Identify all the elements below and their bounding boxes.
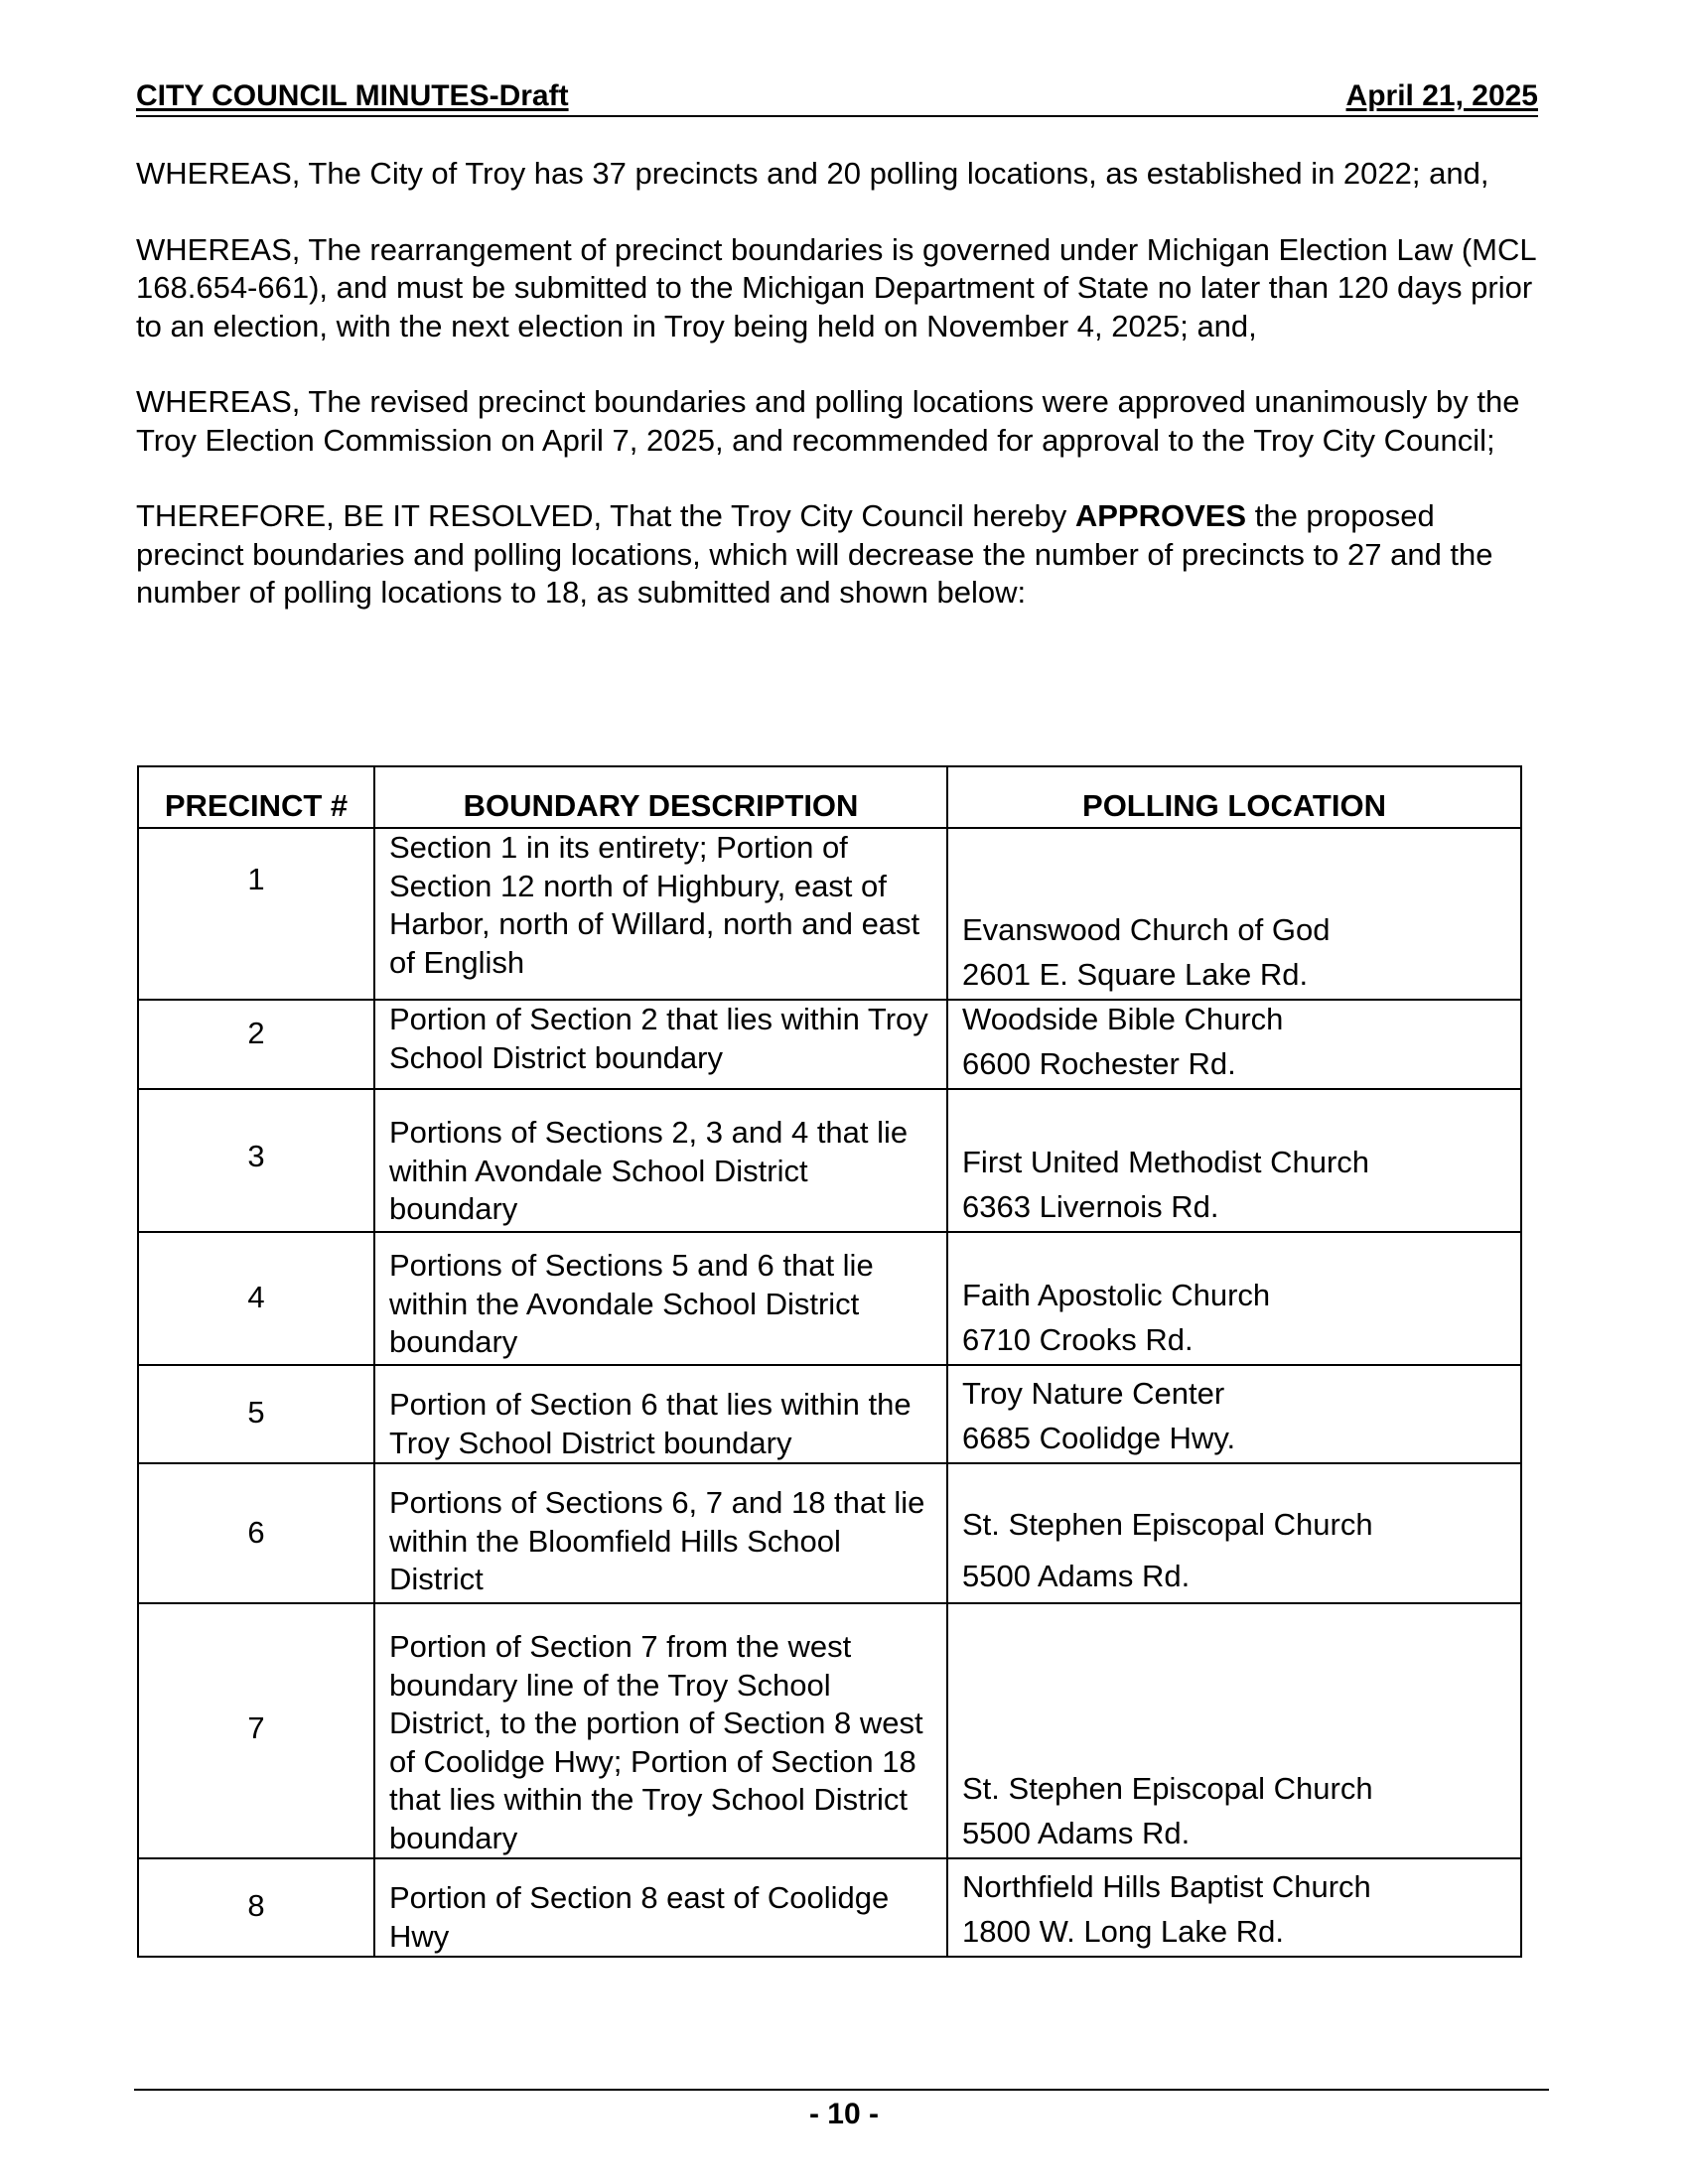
location-column-header: POLLING LOCATION [947,766,1521,828]
polling-location-address: 6710 Crooks Rd. [962,1322,1194,1357]
polling-location-name: Northfield Hills Baptist Church [962,1869,1371,1904]
precinct-column-header: PRECINCT # [138,766,374,828]
boundary-description: Section 1 in its entirety; Portion of Section 12 north of Highbury, east of Harbor, north of Willard, north and east of English [374,828,947,1000]
polling-location-address: 6600 Rochester Rd. [962,1046,1236,1081]
polling-location-name: Evanswood Church of God [962,912,1331,947]
header-date: April 21, 2025 [1345,79,1538,112]
polling-location-address: 6685 Coolidge Hwy. [962,1421,1236,1455]
table-row [138,1463,1521,1603]
polling-location-name: St. Stephen Episcopal Church [962,1771,1373,1806]
polling-location-address: 5500 Adams Rd. [962,1559,1191,1593]
precinct-number: 4 [247,1280,265,1314]
precinct-table [137,765,1522,1958]
polling-location-name: First United Methodist Church [962,1145,1370,1179]
boundary-description: Portions of Sections 5 and 6 that lie within the Avondale School District boundary [374,1232,947,1365]
resolved-text-start: THEREFORE, BE IT RESOLVED, That the Troy City Council hereby [136,498,1075,533]
polling-location-name: Faith Apostolic Church [962,1278,1271,1312]
resolution-text [136,155,1546,650]
precinct-number: 6 [247,1515,265,1550]
polling-location-address: 6363 Livernois Rd. [962,1189,1219,1224]
precinct-number: 2 [247,1016,265,1050]
table-row [138,1365,1521,1463]
table-row [138,828,1521,1000]
table-header-row [138,766,1521,828]
table-row [138,1232,1521,1365]
boundary-description: Portions of Sections 2, 3 and 4 that lie within Avondale School District boundary [374,1089,947,1232]
boundary-description: Portions of Sections 6, 7 and 18 that lie within the Bloomfield Hills School District [374,1463,947,1603]
precinct-number: 1 [247,862,265,896]
resolved-paragraph [136,497,1546,613]
boundary-column-header: BOUNDARY DESCRIPTION [374,766,947,828]
precinct-number: 8 [247,1888,265,1923]
polling-location-name: Troy Nature Center [962,1376,1225,1411]
table-row [138,1089,1521,1232]
resolved-text-end: the proposed precinct boundaries and polling locations, which will decrease the number of precincts to 27 and the number of polling locations to 18, as submitted and shown below: [136,498,1493,610]
boundary-description: Portion of Section 2 that lies within Troy School District boundary [374,1000,947,1089]
table-row [138,1000,1521,1089]
table-row [138,1603,1521,1858]
boundary-description: Portion of Section 8 east of Coolidge Hwy [374,1858,947,1957]
polling-location-address: 1800 W. Long Lake Rd. [962,1914,1285,1949]
whereas-paragraph-1: WHEREAS, The City of Troy has 37 precincts and 20 polling locations, as established in 2022; and, [136,156,1489,191]
boundary-description: Portion of Section 7 from the west boundary line of the Troy School District, to the portion of Section 8 west of Coolidge Hwy; Portion of Section 18 that lies within the Troy School District boundary [374,1603,947,1858]
footer-divider [134,2089,1549,2091]
boundary-description: Portion of Section 6 that lies within the Troy School District boundary [374,1365,947,1463]
polling-location-address: 2601 E. Square Lake Rd. [962,957,1309,992]
header-title: CITY COUNCIL MINUTES-Draft [136,79,569,112]
table-row [138,1858,1521,1957]
polling-location-name: St. Stephen Episcopal Church [962,1507,1373,1542]
page-header [136,79,1538,117]
polling-location-address: 5500 Adams Rd. [962,1816,1191,1850]
whereas-paragraph-2: WHEREAS, The rearrangement of precinct boundaries is governed under Michigan Election Law (MCL 168.654-661), and must be submitted to the Michigan Department of State no later than 120 days prior to an election, with the next election in Troy being held on November 4, 2025; and, [136,231,1536,343]
precinct-number: 3 [247,1139,265,1173]
approves-emphasis: APPROVES [1074,498,1247,533]
precinct-number: 7 [247,1710,265,1745]
polling-location-name: Woodside Bible Church [962,1002,1284,1036]
precinct-number: 5 [247,1395,265,1430]
page-number: - 10 - [808,2098,880,2130]
whereas-paragraph-3: WHEREAS, The revised precinct boundaries and polling locations were approved unanimously by the Troy Election Commission on April 7, 2025, and recommended for approval to the Troy City Council; [136,384,1520,458]
